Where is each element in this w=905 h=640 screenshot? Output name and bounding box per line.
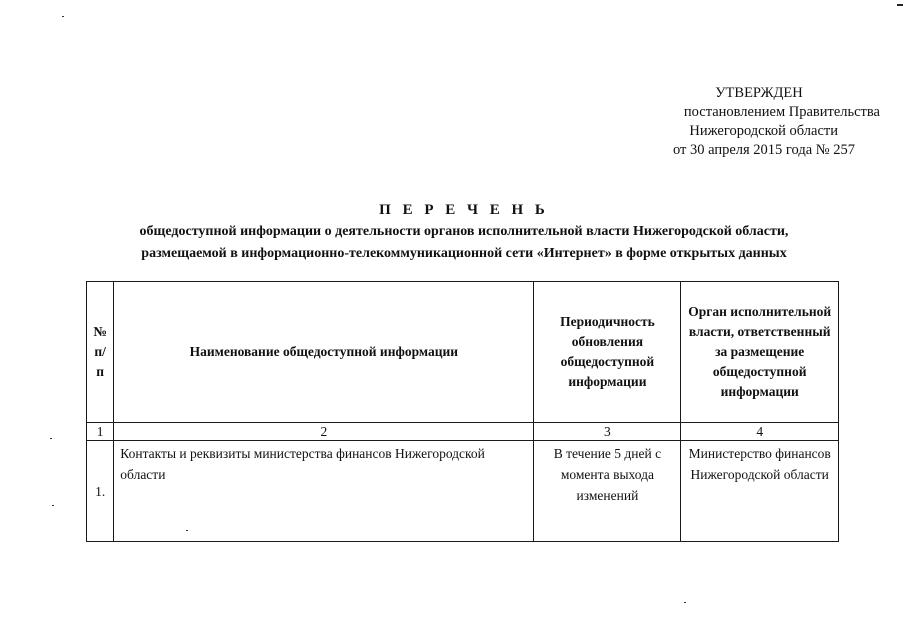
document-title	[90, 200, 838, 264]
header-responsible-body: Орган исполнительной власти, ответственный за размещение общедоступной информации	[681, 282, 839, 423]
column-index: 1	[87, 423, 114, 441]
row-number: 1.	[87, 441, 114, 542]
header-periodicity: Периодичность обновления общедоступной информации	[534, 282, 681, 423]
approval-line-2: Нижегородской области	[689, 123, 838, 139]
column-index: 3	[534, 423, 681, 441]
approval-heading: УТВЕРЖДЕН	[715, 85, 803, 101]
column-index-row	[87, 423, 839, 441]
information-list-table	[86, 281, 839, 542]
table-row	[87, 441, 839, 542]
scan-speck	[684, 602, 686, 603]
approval-block	[560, 84, 900, 160]
scan-speck	[52, 505, 54, 506]
table-header-row	[87, 282, 839, 423]
scan-speck	[50, 438, 52, 439]
approval-line-1: постановлением Правительства	[683, 104, 880, 120]
header-name: Наименование общедоступной информации	[114, 282, 534, 423]
column-index: 4	[681, 423, 839, 441]
row-responsible-body: Министерство финансов Нижегородской области	[681, 441, 839, 542]
scan-speck	[62, 16, 64, 17]
scan-edge-mark	[897, 4, 903, 6]
document-subtitle-line-1: общедоступной информации о деятельности органов исполнительной власти Нижегородской области,	[139, 224, 789, 239]
row-information-name: Контакты и реквизиты министерства финансов Нижегородской области	[114, 441, 534, 542]
column-index: 2	[114, 423, 534, 441]
row-periodicity: В течение 5 дней с момента выхода изменений	[534, 441, 681, 542]
document-heading: П Е Р Е Ч Е Н Ь	[379, 202, 549, 218]
approval-line-3: от 30 апреля 2015 года № 257	[672, 142, 855, 158]
header-number: № п/п	[87, 282, 114, 423]
document-subtitle-line-2: размещаемой в информационно-телекоммуникационной сети «Интернет» в форме открытых данных	[141, 246, 787, 261]
